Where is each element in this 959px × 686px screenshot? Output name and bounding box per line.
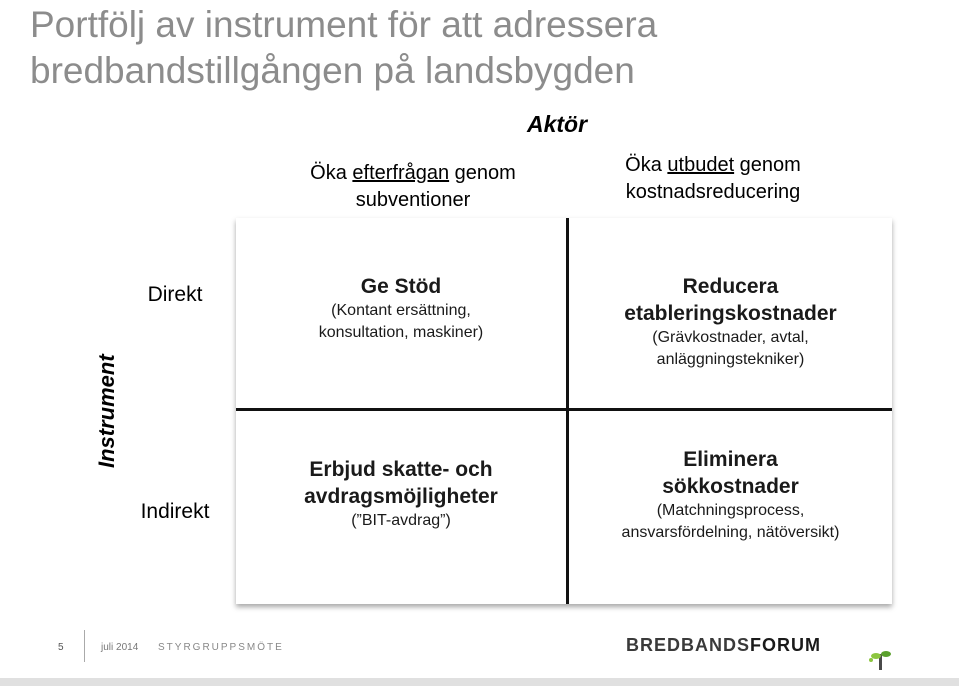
underlined-term: utbudet	[667, 154, 735, 176]
matrix-grid	[236, 218, 892, 604]
cell-heading-1: Erbjud skatte- och	[309, 458, 493, 481]
title-line-2: bredbandstillgången på landsbygden	[30, 50, 635, 91]
cell-detail-1: (”BIT-avdrag”)	[351, 512, 451, 529]
page-title	[30, 2, 930, 94]
column-header-supply-line2: kostnadsreducering	[625, 181, 801, 203]
row-label-direkt: Direkt	[147, 283, 203, 306]
column-header-demand	[258, 160, 568, 214]
leaf-logo-icon	[866, 648, 896, 672]
cell-detail-2: ansvarsfördelning, nätöversikt)	[621, 524, 840, 541]
cell-heading-2: sökkostnader	[662, 475, 799, 498]
footer-date: juli 2014	[101, 642, 139, 653]
bredbandsforum-logo	[626, 635, 821, 656]
cell-erbjud	[236, 456, 566, 532]
footer-divider	[84, 630, 85, 662]
row-label-indirekt: Indirekt	[140, 500, 210, 523]
cell-heading-2: avdragsmöjligheter	[304, 485, 498, 508]
cell-detail-1: (Matchningsprocess,	[656, 502, 805, 519]
column-header-demand-line1: Öka efterfrågan genom	[310, 162, 516, 184]
underlined-term: efterfrågan	[352, 162, 450, 184]
instrument-axis-label: Instrument	[94, 354, 119, 468]
cell-detail-2: anläggningstekniker)	[656, 351, 805, 368]
column-header-supply-line1: Öka utbudet genom	[625, 154, 801, 176]
column-header-supply	[568, 152, 858, 206]
logo-text-1: BREDBANDS	[626, 635, 751, 655]
cell-heading-1: Eliminera	[683, 448, 778, 471]
cell-detail-1: (Kontant ersättning,	[331, 302, 471, 319]
cell-reducera	[569, 273, 892, 371]
cell-heading-2: etableringskostnader	[624, 302, 837, 325]
column-header-demand-line2: subventioner	[355, 189, 471, 211]
bottom-bar	[0, 678, 959, 686]
cell-heading-1: Reducera	[682, 275, 779, 298]
title-line-1: Portfölj av instrument för att adressera	[30, 4, 658, 45]
actor-axis-label: Aktör	[527, 111, 588, 137]
footer-meeting: STYRGRUPPSMÖTE	[158, 642, 284, 653]
horizontal-divider	[236, 408, 892, 411]
cell-detail-2: konsultation, maskiner)	[318, 324, 484, 341]
page-number: 5	[58, 642, 64, 653]
cell-ge-stod	[236, 273, 566, 344]
cell-eliminera	[569, 446, 892, 544]
cell-heading: Ge Stöd	[360, 275, 442, 298]
cell-detail-1: (Grävkostnader, avtal,	[652, 329, 809, 346]
logo-text-2: FORUM	[750, 635, 822, 655]
slide-footer	[0, 620, 959, 686]
